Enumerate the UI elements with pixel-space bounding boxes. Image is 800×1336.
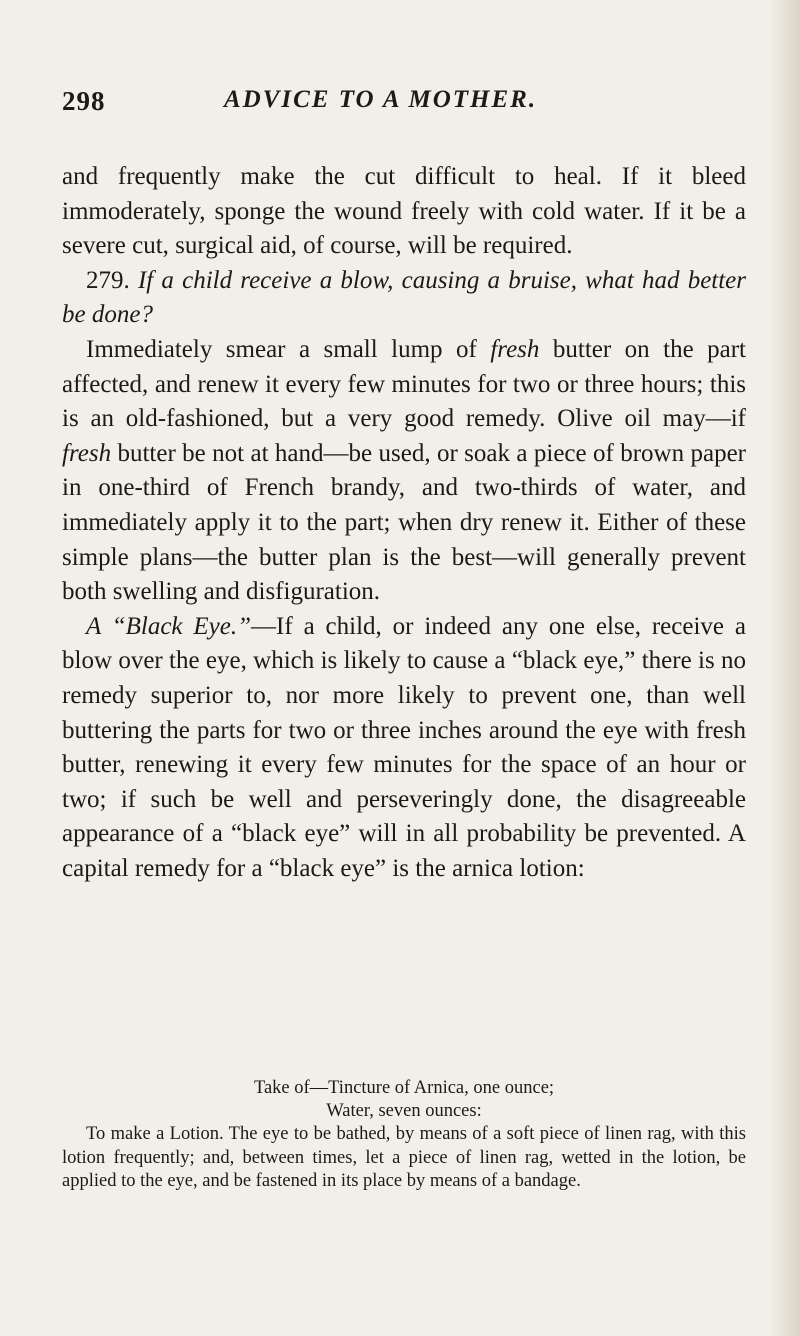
paragraph-continuation: and frequently make the cut difficult to heal. If it bleed immoderately, sponge the wound freely with cold water. If it be a severe cut, surgical aid, of course, will be required. — [62, 163, 746, 260]
question-279 — [62, 264, 746, 333]
question-text: If a child receive a blow, causing a bruise, what had better be done? — [62, 266, 747, 329]
page-header — [62, 86, 742, 122]
answer-text-1: Immediately smear a small lump of — [86, 335, 491, 363]
body-text — [62, 160, 746, 886]
black-eye-heading: “Black Eye.” — [111, 612, 252, 640]
recipe-line-1: Take of—Tincture of Arnica, one ounce; — [253, 1078, 555, 1098]
arnica-recipe — [62, 1077, 746, 1193]
black-eye-text: —If a child, or indeed any one else, receive a blow over the eye, which is likely to cause a “black eye,” there is no remedy superior to, nor more likely to prevent one, than well buttering the parts for two or three inches around the eye with fresh butter, renewing it every few minutes for the space of an hour or two; if such be well and perseveringly done, the disagreeable appearance of a “black eye” will in all probability be prevented. A capital remedy for a “black eye” is the arnica lotion: — [62, 612, 746, 882]
answer-paragraph — [62, 333, 746, 610]
running-title: ADVICE TO A MOTHER. — [224, 86, 538, 113]
recipe-instructions: To make a Lotion. The eye to be bathed, by means of a soft piece of linen rag, with this lotion frequently; and, between times, let a piece of linen rag, wetted in the lotion, be applied to the eye, and be fastened in its place by means of a bandage. — [62, 1124, 746, 1191]
question-number: 279. — [86, 266, 130, 294]
answer-text-2: butter on the part affected, and renew it every few minutes for two or three hours; this is an old-fashioned, but a very good remedy. Olive oil may—if — [62, 335, 746, 433]
black-eye-article: A — [86, 612, 112, 640]
answer-text-3: butter be not at hand—be used, or soak a piece of brown paper in one-third of French brandy, and two-thirds of water, and immediately apply it to the part; when dry renew it. Either of these simple plans—the butter plan is the best—will generally prevent both swelling and disfiguration. — [62, 439, 746, 606]
page-number: 298 — [62, 86, 106, 116]
recipe-line-2: Water, seven ounces: — [326, 1101, 482, 1122]
black-eye-paragraph — [62, 610, 746, 887]
answer-emphasis-2: fresh — [62, 439, 112, 467]
page-edge-shadow — [770, 0, 800, 1336]
answer-emphasis-1: fresh — [490, 335, 540, 363]
